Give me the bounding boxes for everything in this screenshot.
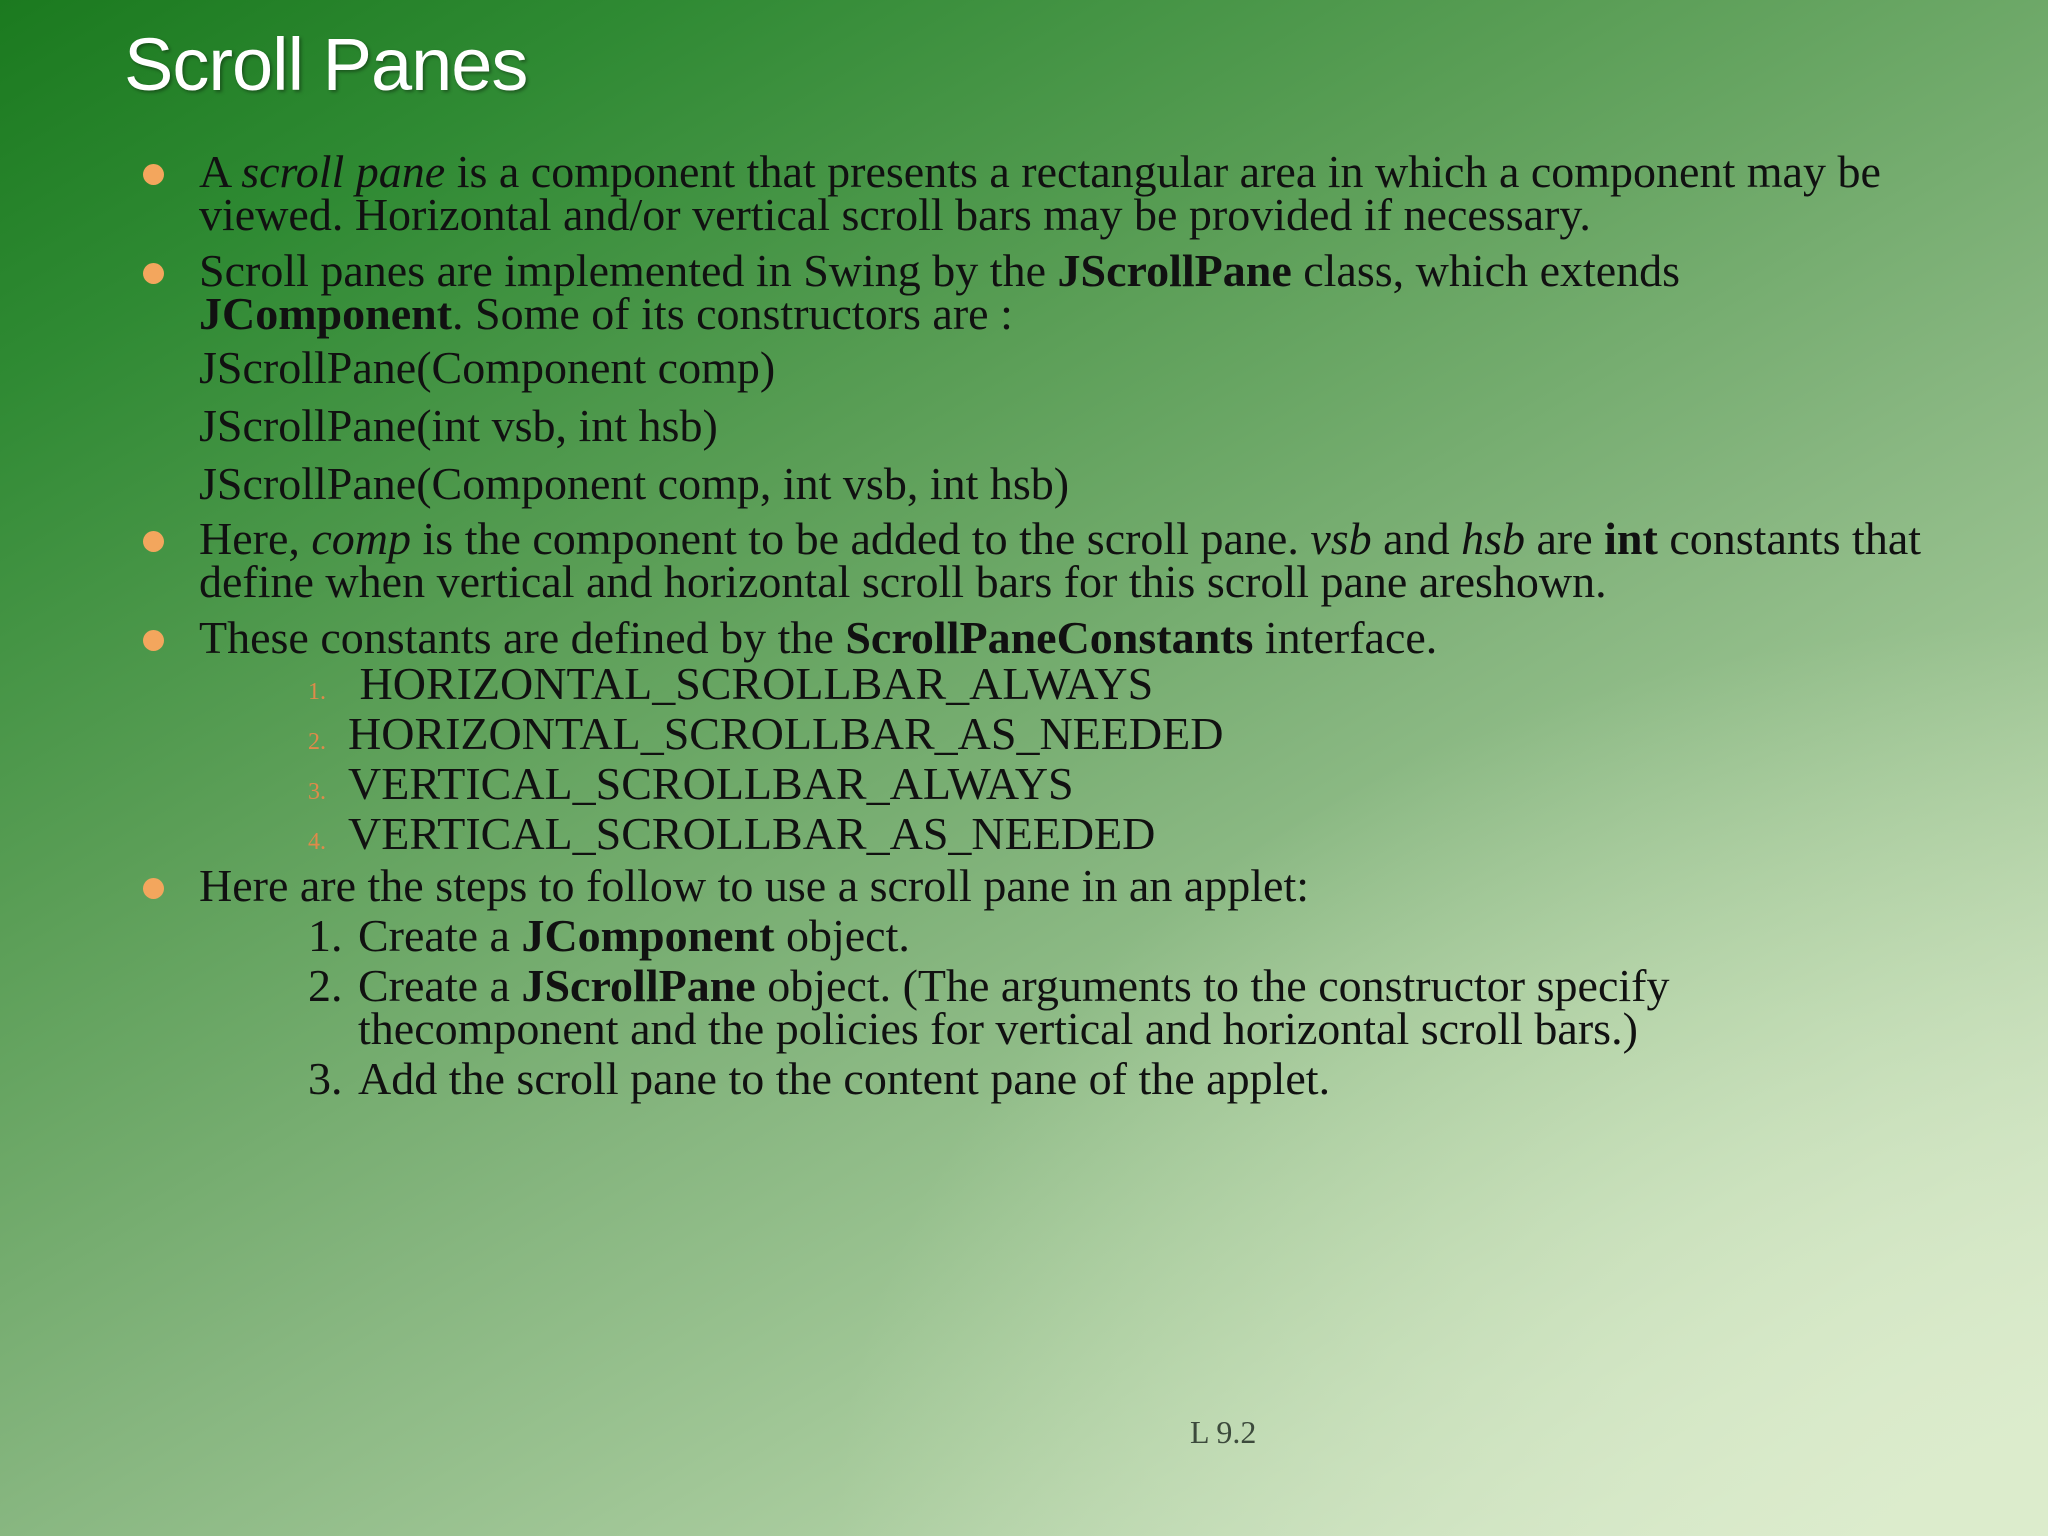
bullet-dot-icon — [143, 164, 164, 185]
list-item — [308, 960, 1940, 1054]
bullet-text: class, which extends — [1291, 245, 1681, 296]
bullet-text: A — [199, 146, 242, 197]
list-item — [308, 809, 1940, 859]
bullet-term: hsb — [1461, 513, 1525, 564]
constant-name: VERTICAL_SCROLLBAR_AS_NEEDED — [348, 808, 1156, 859]
list-item — [308, 709, 1940, 759]
bullet-term: comp — [311, 513, 412, 564]
bullet-text: and — [1371, 513, 1462, 564]
list-item — [308, 659, 1940, 709]
list-item — [308, 1053, 1940, 1104]
bullet-text: is a component that presents a rectangular area in which a component may be viewed. Horizontal and/or vertical scroll bars may be provided if necessary. — [199, 146, 1881, 240]
list-item — [308, 910, 1940, 961]
bullet-dot-icon — [143, 630, 164, 651]
list-item-number: 2. — [308, 960, 343, 1011]
bullet-scroll-pane-definition — [140, 146, 1940, 240]
bullet-dot-icon — [143, 263, 164, 284]
bullet-term: scroll pane — [241, 146, 446, 197]
steps-list — [140, 910, 1940, 1104]
bullet-parameters — [140, 513, 1940, 607]
bullet-text: interface. — [1253, 612, 1438, 663]
bullet-term: int — [1604, 513, 1658, 564]
constructor-signature: JScrollPane(int vsb, int hsb) — [199, 400, 718, 451]
bullet-text: is the component to be added to the scroll pane. — [411, 513, 1311, 564]
constructor-signature: JScrollPane(Component comp) — [199, 342, 776, 393]
bullet-term: vsb — [1310, 513, 1372, 564]
bullet-text: These constants are defined by the — [199, 612, 846, 663]
bullet-dot-icon — [143, 878, 164, 899]
bullet-text: . Some of its constructors are : — [452, 288, 1013, 339]
list-item-number: 4. — [308, 829, 326, 855]
slide-title: Scroll Panes — [124, 23, 528, 106]
list-item-number: 3. — [308, 1053, 343, 1104]
step-term: JComponent — [521, 910, 775, 961]
bullet-text: Here, — [199, 513, 312, 564]
list-item-number: 2. — [308, 729, 326, 755]
bullet-term: JScrollPane — [1057, 245, 1292, 296]
step-text: object. (The arguments to the constructor specify thecomponent and the policies for vertical and horizontal scroll bars.) — [358, 960, 1670, 1054]
bullet-dot-icon — [143, 531, 164, 552]
bullet-text: are — [1525, 513, 1605, 564]
bullet-text: constants that define when vertical and horizontal scroll bars for this scroll pane areshown. — [199, 513, 1922, 607]
step-term: JScrollPane — [521, 960, 756, 1011]
slide-number: L 9.2 — [1190, 1414, 1257, 1450]
bullet-term: JComponent — [199, 288, 453, 339]
bullet-text: Here are the steps to follow to use a scroll pane in an applet: — [199, 860, 1310, 911]
step-text: object. — [774, 910, 910, 961]
bullet-jscrollpane-class — [140, 245, 1940, 339]
slide-body — [140, 146, 1940, 1107]
constructor-signature: JScrollPane(Component comp, int vsb, int hsb) — [199, 458, 1070, 509]
constants-list — [140, 659, 1940, 859]
step-text: Create a — [358, 960, 522, 1011]
step-text: Create a — [358, 910, 522, 961]
list-item-number: 1. — [308, 910, 343, 961]
bullet-scrollpaneconstants — [140, 612, 1940, 663]
constant-name: HORIZONTAL_SCROLLBAR_AS_NEEDED — [348, 708, 1224, 759]
constructor-list — [140, 339, 1940, 513]
bullet-steps-intro — [140, 860, 1940, 911]
step-text: Add the scroll pane to the content pane of the applet. — [358, 1053, 1331, 1104]
constant-name: HORIZONTAL_SCROLLBAR_ALWAYS — [348, 658, 1154, 709]
list-item-number: 1. — [308, 679, 326, 705]
bullet-text: Scroll panes are implemented in Swing by the — [199, 245, 1058, 296]
bullet-term: ScrollPaneConstants — [845, 612, 1254, 663]
list-item-number: 3. — [308, 779, 326, 805]
list-item — [308, 759, 1940, 809]
constant-name: VERTICAL_SCROLLBAR_ALWAYS — [348, 758, 1074, 809]
